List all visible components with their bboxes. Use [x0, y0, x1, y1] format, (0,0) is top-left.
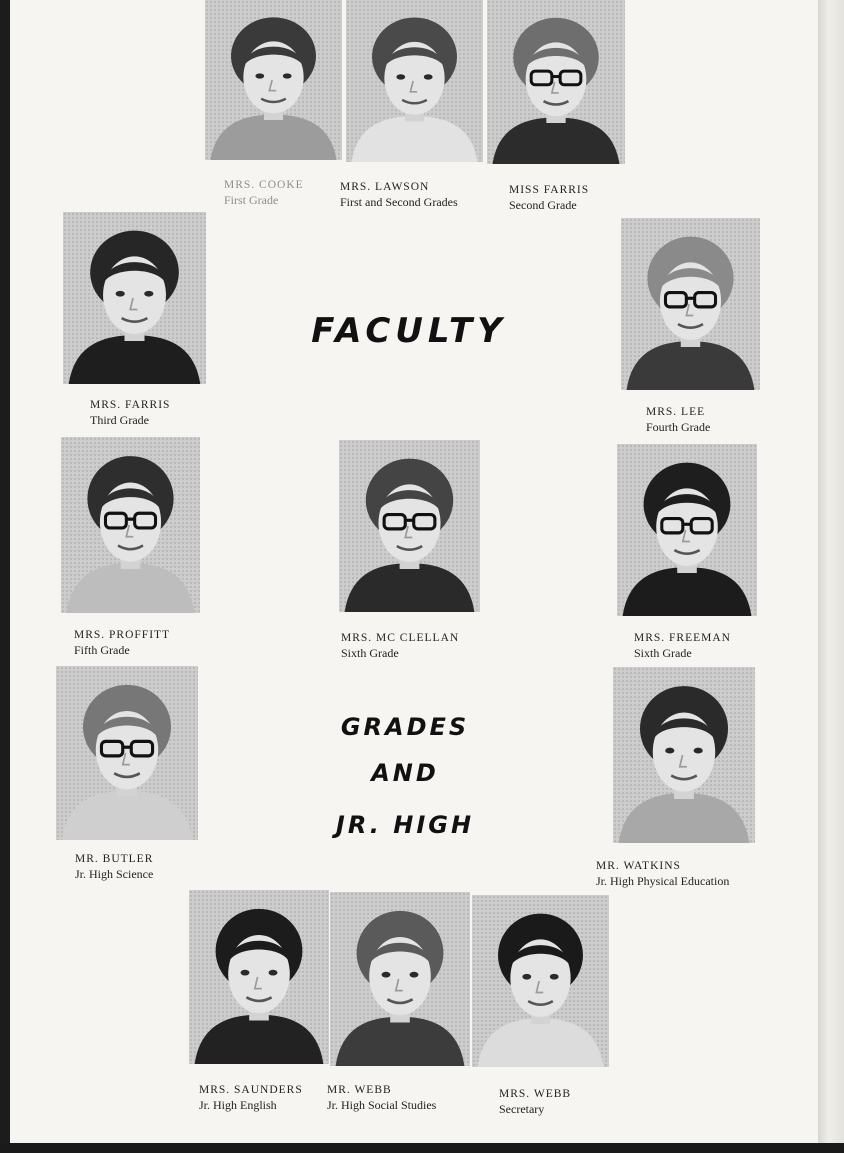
faculty-role: Third Grade — [90, 413, 149, 427]
portrait-mrs-lee — [621, 218, 760, 390]
portrait-silhouette — [487, 0, 625, 164]
faculty-title: FACULTY — [311, 311, 507, 351]
subtitle-line-and: AND — [371, 759, 439, 787]
portrait-silhouette — [621, 218, 760, 390]
portrait-mrs-cooke — [205, 0, 342, 160]
faculty-name: MRS. FREEMAN — [634, 632, 731, 644]
faculty-name: MRS. MC CLELLAN — [341, 632, 460, 644]
faculty-name: MRS. SAUNDERS — [199, 1084, 303, 1096]
caption-mrs-mc-clellan — [341, 631, 459, 661]
faculty-role: Fourth Grade — [646, 420, 711, 434]
faculty-role: Jr. High English — [199, 1098, 277, 1112]
faculty-name: MR. WEBB — [327, 1084, 392, 1096]
portrait-mrs-saunders — [189, 890, 329, 1064]
portrait-silhouette — [339, 440, 480, 612]
faculty-role: Jr. High Physical Education — [596, 874, 730, 888]
faculty-role: Sixth Grade — [341, 646, 399, 660]
faculty-name: MRS. LEE — [646, 406, 706, 418]
portrait-mrs-webb — [472, 895, 609, 1067]
portrait-silhouette — [617, 444, 757, 616]
portrait-mrs-farris — [63, 212, 206, 384]
faculty-role: Jr. High Social Studies — [327, 1098, 437, 1112]
portrait-silhouette — [56, 666, 198, 840]
caption-mrs-farris — [90, 398, 170, 428]
portrait-silhouette — [346, 0, 483, 162]
caption-mrs-lee — [646, 405, 710, 435]
caption-mr-butler — [75, 852, 153, 882]
portrait-silhouette — [613, 667, 755, 843]
portrait-mrs-lawson — [346, 0, 483, 162]
portrait-silhouette — [330, 892, 470, 1066]
portrait-mr-webb — [330, 892, 470, 1066]
faculty-name: MRS. COOKE — [224, 179, 304, 191]
caption-mrs-saunders — [199, 1083, 303, 1113]
faculty-role: Jr. High Science — [75, 867, 154, 881]
faculty-role: Sixth Grade — [634, 646, 692, 660]
portrait-silhouette — [205, 0, 342, 160]
subtitle-line-grades: GRADES — [340, 713, 470, 741]
portrait-silhouette — [61, 437, 200, 613]
caption-mr-webb — [327, 1083, 436, 1113]
subtitle-line-jr-high: JR. HIGH — [335, 811, 475, 839]
portrait-silhouette — [472, 895, 609, 1067]
caption-mrs-proffitt — [74, 628, 170, 658]
faculty-name: MRS. LAWSON — [340, 181, 430, 193]
caption-miss-farris — [509, 183, 589, 213]
faculty-name: MR. BUTLER — [75, 853, 154, 865]
caption-mrs-freeman — [634, 631, 731, 661]
portrait-silhouette — [189, 890, 329, 1064]
caption-mr-watkins — [596, 859, 729, 889]
faculty-role: Secretary — [499, 1102, 545, 1116]
faculty-role: First and Second Grades — [340, 195, 458, 209]
caption-mrs-lawson — [340, 180, 458, 210]
portrait-mrs-freeman — [617, 444, 757, 616]
portrait-mr-butler — [56, 666, 198, 840]
caption-mrs-webb — [499, 1087, 571, 1117]
portrait-mr-watkins — [613, 667, 755, 843]
page-bottom-edge — [0, 1143, 844, 1153]
faculty-role: Second Grade — [509, 198, 577, 212]
portrait-silhouette — [63, 212, 206, 384]
portrait-mrs-proffitt — [61, 437, 200, 613]
faculty-name: MISS FARRIS — [509, 184, 590, 196]
faculty-name: MRS. FARRIS — [90, 399, 171, 411]
faculty-name: MR. WATKINS — [596, 860, 681, 872]
portrait-mrs-mc-clellan — [339, 440, 480, 612]
portrait-miss-farris — [487, 0, 625, 164]
faculty-name: MRS. PROFFITT — [74, 629, 171, 641]
faculty-role: First Grade — [224, 193, 279, 207]
faculty-role: Fifth Grade — [74, 643, 130, 657]
caption-mrs-cooke — [224, 178, 304, 208]
faculty-name: MRS. WEBB — [499, 1088, 572, 1100]
book-spine-edge — [818, 0, 844, 1143]
